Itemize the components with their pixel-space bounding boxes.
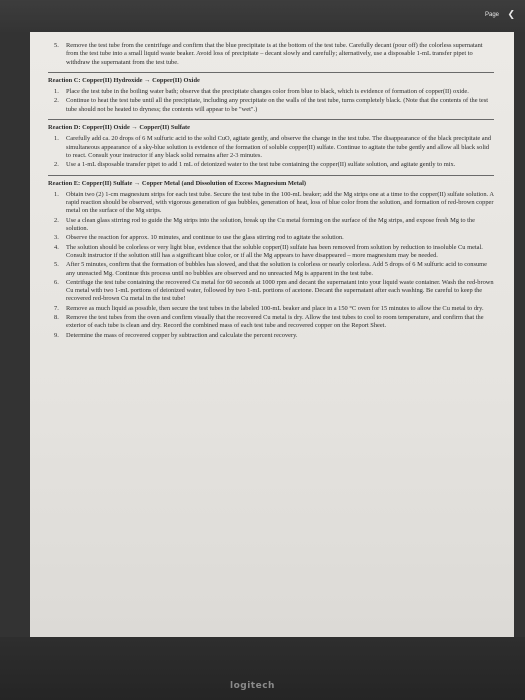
step-text: Carefully add ca. 20 drops of 6 M sulfuric acid to the solid CuO, agitate gently, and observe the change in the test tube. The disappearance of the black precipitate and simultaneous appearance of a sky-blue solution is evidence of the formation of soluble copper(II) sulfate. Continue to agitate the tube gently and allow all black solid to react. Consult your instructor if any black solid remains after 2-3 minutes. (66, 135, 492, 159)
step-text: Remove the test tube from the centrifuge and confirm that the blue precipitate is at the bottom of the test tube. Carefully decant (pour off) the colorless supernatant from the test tube into a small liquid waste beaker. Avoid loss of precipitate – decant slowly and carefully; alternatively, use a disposable 1-mL transfer pipet to withdraw the supernatant from the test tube. (66, 42, 483, 66)
step-item (48, 279, 494, 304)
step-number: 2. (54, 161, 59, 169)
section-divider (48, 119, 494, 120)
step-item (48, 332, 494, 340)
step-item (48, 88, 494, 96)
reaction-d-heading: Reaction D: Copper(II) Oxide → Copper(II) Sulfate (48, 124, 191, 132)
reaction-c-heading: Reaction C: Copper(II) Hydroxide → Copper(II) Oxide (48, 76, 200, 84)
step-item (48, 191, 494, 216)
step-number: 2. (54, 97, 59, 105)
section-divider (48, 175, 494, 176)
step-item (48, 97, 494, 114)
step-text: Determine the mass of recovered copper by subtraction and calculate the percent recovery. (66, 331, 298, 339)
document-content (48, 42, 494, 341)
step-number: 9. (54, 331, 59, 339)
brand-logo: logitech (230, 681, 275, 691)
viewer-toolbar (0, 0, 525, 32)
step-text: Place the test tube in the boiling water bath; observe that the precipitate changes color from blue to black, which is evidence of formation of copper(II) oxide. (66, 88, 469, 96)
step-item (48, 261, 494, 278)
step-number: 6. (54, 278, 59, 286)
step-text: Observe the reaction for approx. 10 minutes, and continue to use the glass stirring rod to agitate the solution. (66, 234, 344, 242)
right-margin (514, 32, 525, 637)
step-item (48, 42, 494, 67)
step-text: Remove the test tubes from the oven and confirm visually that the recovered Cu metal is dry. Allow the test tubes to cool to room temperature, and confirm that the exterior of each tube is clean and dry. Record the combined mass of each test tube and recovered copper on the Report Sheet. (66, 314, 484, 330)
left-margin (0, 32, 30, 637)
chevron-left-icon[interactable]: ❮ (507, 10, 515, 20)
step-number: 8. (54, 314, 59, 322)
step-number: 3. (54, 234, 59, 242)
step-number: 5. (54, 261, 59, 269)
document-page (30, 32, 514, 637)
step-number: 1. (54, 190, 59, 198)
step-number: 1. (54, 88, 59, 96)
step-number: 4. (54, 243, 59, 251)
step-item (48, 305, 494, 313)
section-divider (48, 72, 494, 73)
step-text: Use a clean glass stirring rod to guide the Mg strips into the solution, break up the Cu metal forming on the surface of the Mg strips, and expose fresh Mg to the solution. (66, 216, 475, 233)
step-text: The solution should be colorless or very light blue, evidence that the soluble copper(II) sulfate has been removed from solution by reduction to insoluble Cu metal. Consult instructor if the solution still has a significant blue color, or if all the Mg appears to have disappeared – more magnesium may be needed. (66, 243, 483, 259)
step-text: Use a 1-mL disposable transfer pipet to add 1 mL of deionized water to the test tube containing the copper(II) sulfate solution, and agitate gently to mix. (66, 161, 456, 169)
step-item (48, 161, 494, 169)
step-number: 7. (54, 304, 59, 312)
step-text: Obtain two (2) 1-cm magnesium strips for each test tube. Secure the test tube in the 100-mL beaker; add the Mg strips one at a time to the copper(II) sulfate solution. A rapid reaction should be observed, with vigorous generation of gas bubbles, generation of heat, loss of blue color from the solution, and formation of red-brown copper metal on the surface of the Mg strips. (66, 190, 494, 215)
step-item (48, 234, 494, 242)
step-number: 5. (54, 42, 59, 49)
step-text: After 5 minutes, confirm that the formation of bubbles has slowed, and that the solution is colorless or nearly colorless. Add 5 drops of 6 M sulfuric acid to consume any unreacted Mg. Continue this process until no bubbles are observed and no unreacted Mg is apparent in the test tube. (66, 261, 487, 277)
step-text: Continue to heat the test tube until all the precipitate, including any precipitate on the walls of the test tube, turns completely black. (Note that the contents of the test tube should not be heated to dryness; the contents will appear to be "wet".) (66, 97, 489, 113)
reaction-e-heading: Reaction E: Copper(II) Sulfate → Copper Metal (and Dissolution of Excess Magnesium Metal) (48, 179, 306, 187)
step-number: 2. (54, 216, 59, 224)
page-label: Page (484, 12, 499, 18)
step-text: Centrifuge the test tube containing the recovered Cu metal for 60 seconds at 1000 rpm and decant the supernatant into your liquid waste container. Wash the red-brown Cu metal with two 1-mL portions of deionized water, followed by two 1-mL portions of acetone. Decant the supernatant after each washing. Be careful to keep the recovered red-brown Cu metal in the test tube! (66, 278, 494, 303)
step-number: 1. (54, 135, 59, 143)
step-item (48, 135, 494, 160)
step-item (48, 217, 494, 234)
step-item (48, 244, 494, 261)
step-text: Remove as much liquid as possible, then secure the test tubes in the labeled 100-mL beaker and place in a 150 °C oven for 15 minutes to allow the Cu metal to dry. (66, 304, 484, 312)
step-item (48, 314, 494, 331)
